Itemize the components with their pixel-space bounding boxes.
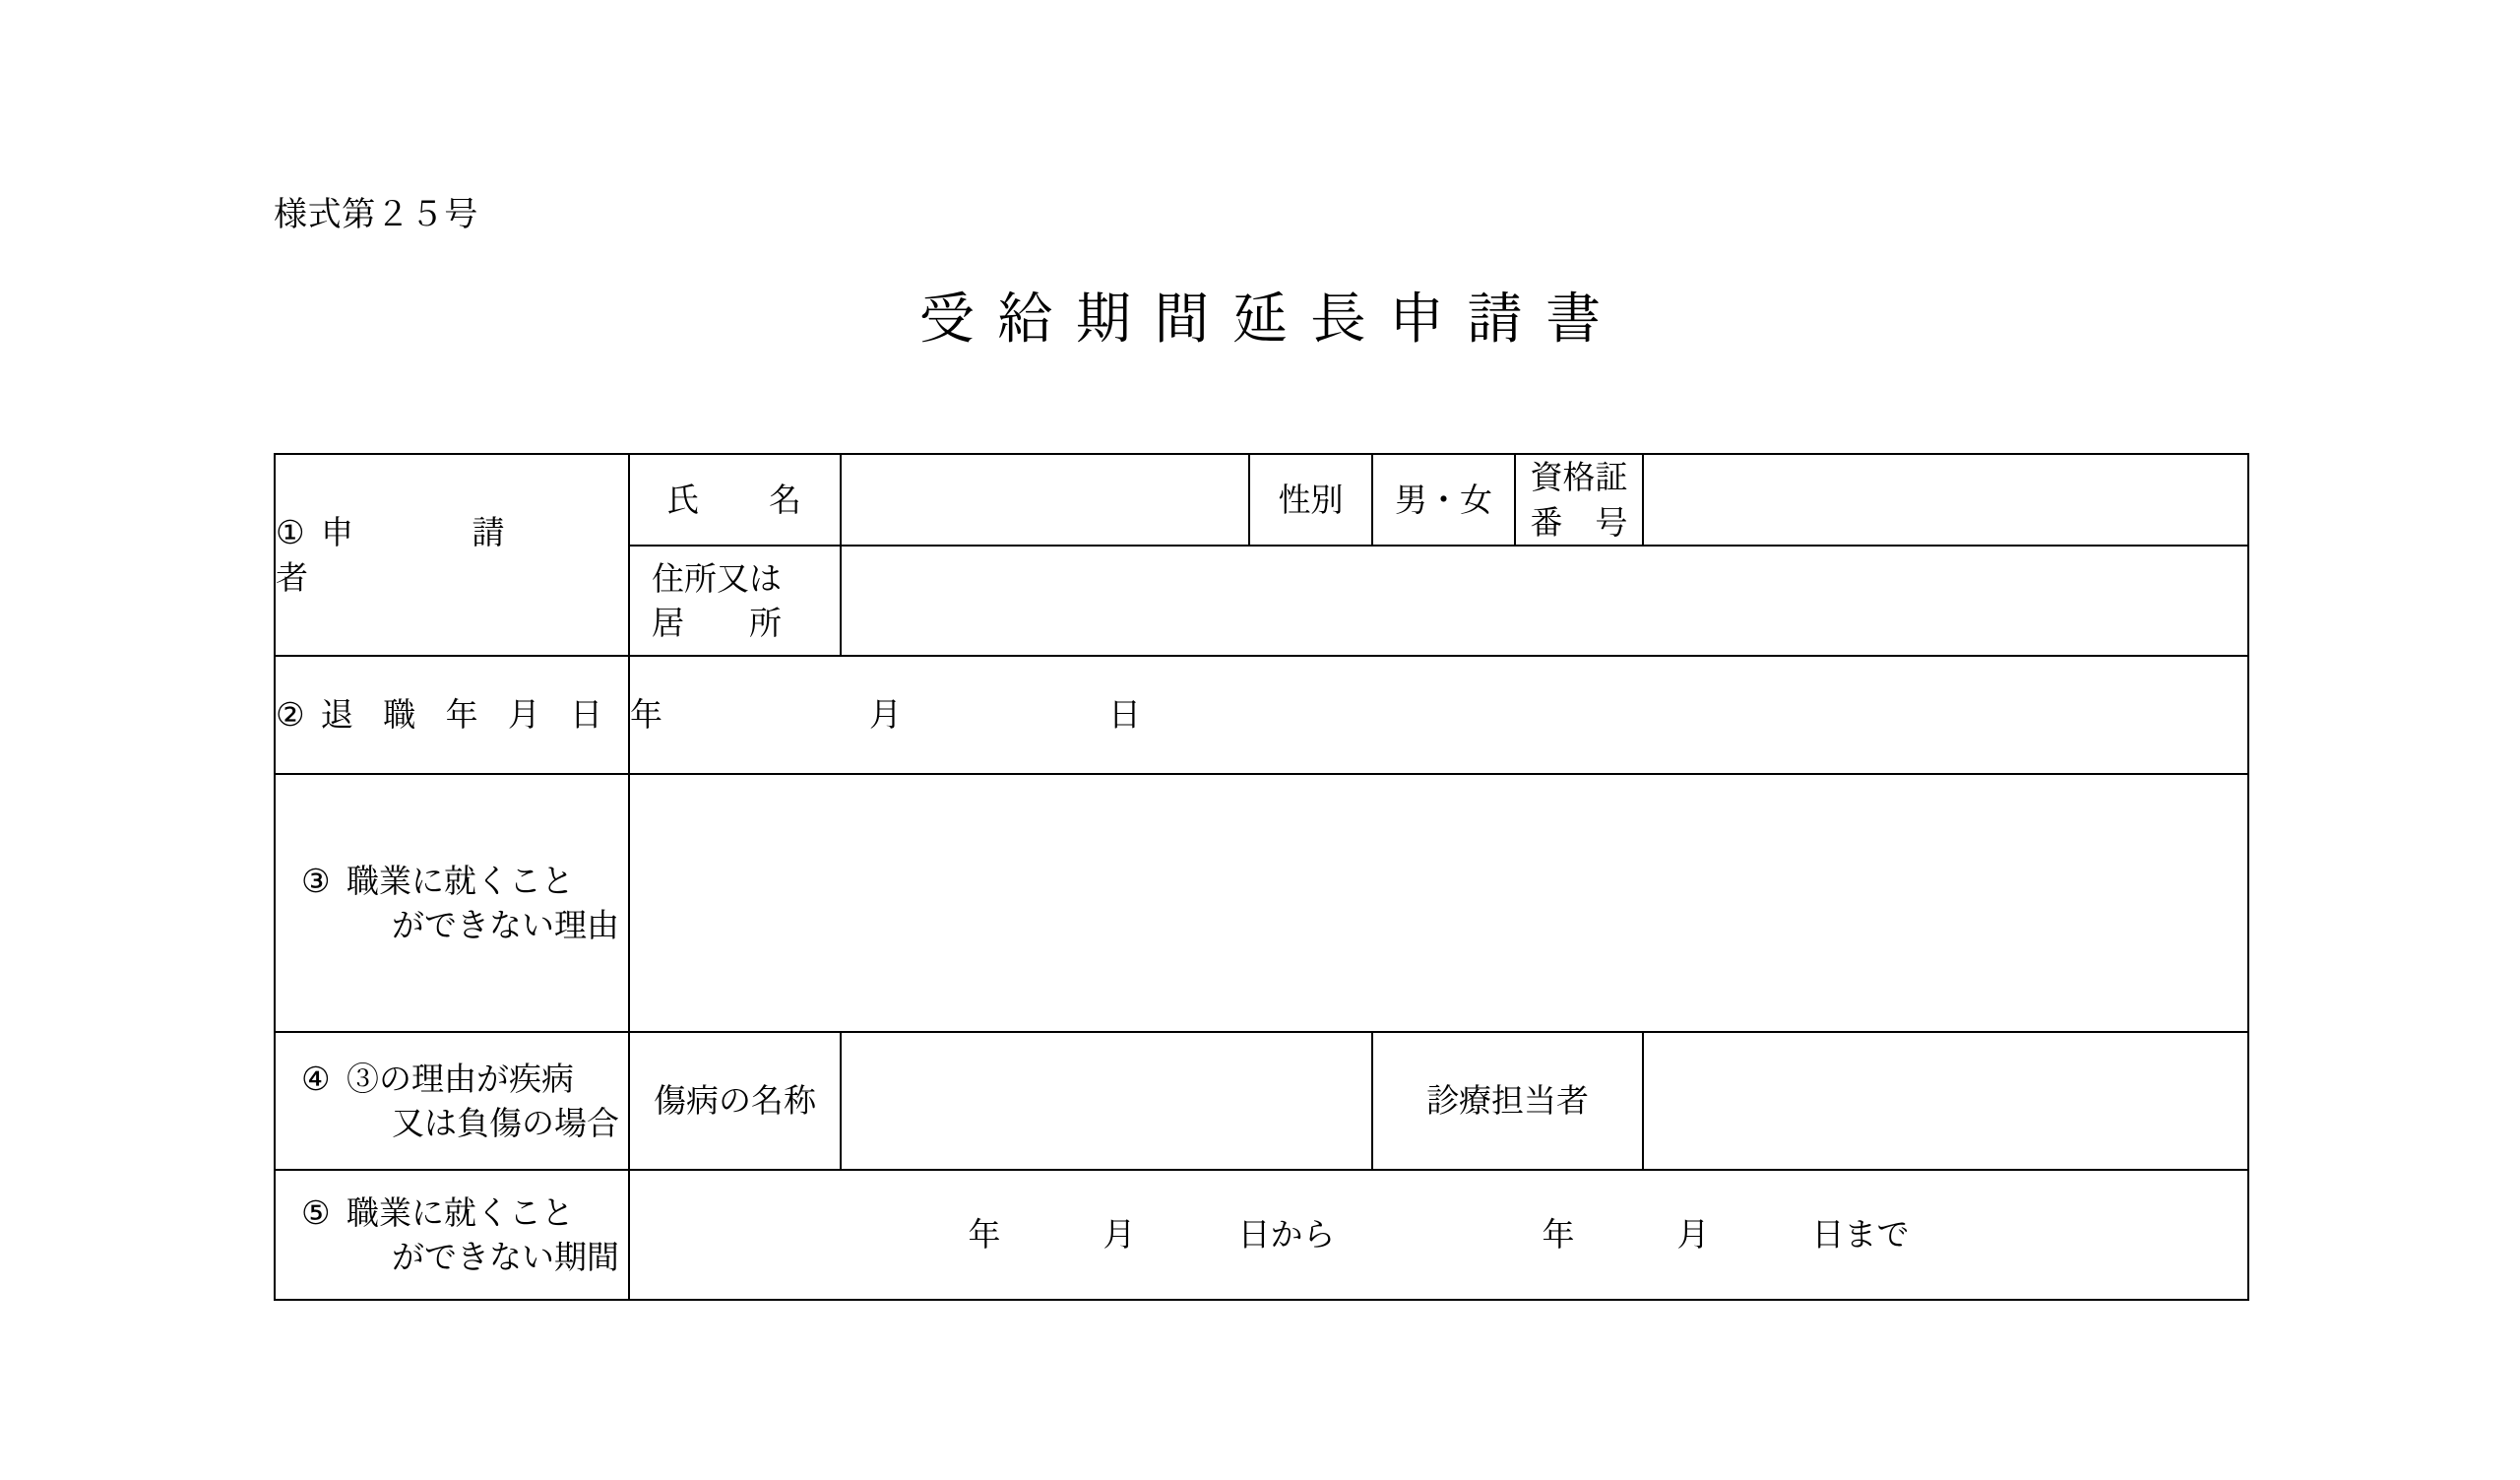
period-from-month-label: 月 [1102,1215,1136,1255]
row3-label-line1: 職業に就くこと [346,861,574,900]
certificate-number-label-cell [1515,454,1643,546]
reason-input-cell[interactable] [629,774,2248,1032]
row1-label: 申 請 者 [276,513,623,597]
table-row [275,774,2248,1032]
period-from-day-label: 日から [1237,1215,1336,1255]
row5-label-cell [275,1170,629,1300]
name-label-cell [629,454,841,546]
retirement-day-label: 日 [1108,695,1141,735]
table-row [275,454,2248,546]
gender-value-cell[interactable] [1372,454,1515,546]
certificate-label-line1: 資格証 [1530,458,1628,496]
period-from-year-label: 年 [968,1215,1001,1255]
row1-applicant-label-cell [275,454,629,656]
address-input-cell[interactable] [841,546,2248,656]
illness-name-label: 傷病の名称 [654,1081,816,1121]
row2-label: 退 職 年 月 日 [321,695,613,735]
row2-label-cell [275,656,629,774]
row4-label-line2: 又は負傷の場合 [392,1104,619,1143]
period-to-year-label: 年 [1542,1215,1575,1255]
certificate-label-line2: 番 号 [1530,502,1628,542]
illness-name-input-cell[interactable] [841,1032,1372,1170]
retirement-year-label: 年 [630,695,662,735]
name-input-cell[interactable] [841,454,1249,546]
row2-number: ② [276,695,305,735]
form-table-wrapper [274,453,2247,1301]
retirement-month-label: 月 [869,695,902,735]
gender-label-cell [1249,454,1372,546]
row5-number: ⑤ [301,1192,331,1232]
row1-number: ① [276,513,305,551]
doctor-label: 診療担当者 [1426,1081,1589,1121]
address-label-cell [629,546,841,656]
period-input-cell[interactable] [629,1170,2248,1300]
table-row [275,1170,2248,1300]
address-label-line2: 居 所 [652,604,782,643]
table-row [275,1032,2248,1170]
row4-number: ④ [301,1059,331,1098]
row4-label-cell [275,1032,629,1170]
certificate-number-input-cell[interactable] [1643,454,2248,546]
application-form-table [274,453,2249,1301]
retirement-date-input-cell[interactable] [629,656,2248,774]
gender-label: 性別 [1278,480,1344,519]
row3-number: ③ [301,861,331,900]
period-to-month-label: 月 [1676,1215,1710,1255]
row4-label-line1: ③の理由が疾病 [346,1059,574,1098]
gender-value: 男・女 [1395,480,1492,519]
row3-label-line2: ができない理由 [392,906,619,945]
address-label-line1: 住所又は [652,558,782,598]
period-to-day-label: 日まで [1811,1215,1910,1255]
row5-label-line2: ができない期間 [392,1238,619,1277]
form-number: 様式第２５号 [274,195,479,234]
row5-label-line1: 職業に就くこと [346,1192,574,1232]
table-row [275,656,2248,774]
page-title: 受給期間延長申請書 [918,288,1624,352]
illness-name-label-cell [629,1032,841,1170]
name-label: 氏 名 [666,480,803,519]
doctor-input-cell[interactable] [1643,1032,2248,1170]
row3-label-cell [275,774,629,1032]
doctor-label-cell [1372,1032,1643,1170]
